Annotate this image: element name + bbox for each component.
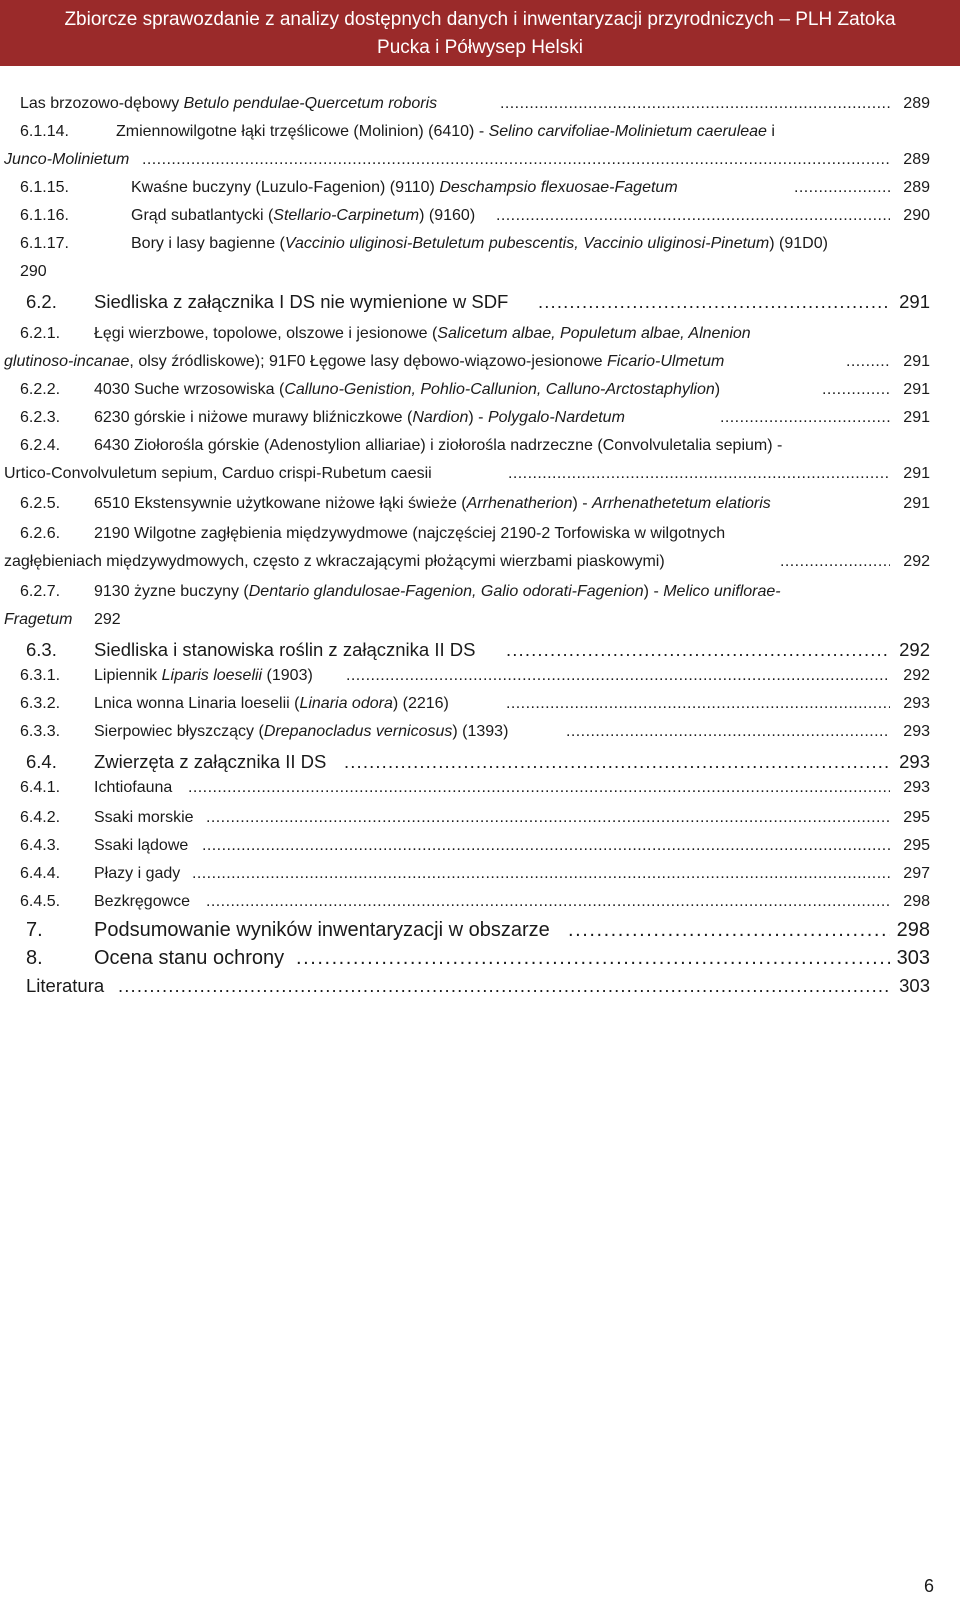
toc-entry-text: Las brzozowo-dębowy — [20, 95, 184, 112]
toc-page-number: 298 — [903, 893, 930, 910]
toc-page-number: 291 — [899, 291, 930, 312]
toc-entry-italic-text: Salicetum albae, Populetum albae, Alnenion — [437, 325, 751, 342]
dot-leader — [118, 974, 890, 998]
dot-leader — [500, 92, 890, 116]
document-header — [0, 0, 960, 66]
toc-page-number: 297 — [903, 865, 930, 882]
toc-entry-text: 6430 Ziołorośla górskie (Adenostylion alliariae) i ziołorośla nadrzeczne (Convolvuletalia sepium) - — [94, 437, 783, 454]
toc-entry-number: 6.4. — [26, 751, 57, 772]
dot-leader — [846, 350, 890, 374]
toc-entry-text: Płazy i gady — [94, 865, 181, 882]
toc-entry-italic-text: Junco-Molinietum — [4, 151, 130, 168]
dot-leader — [780, 550, 890, 574]
toc-entry-number: 6.4.4. — [20, 865, 61, 882]
toc-entry-text: Lnica wonna Linaria loeselii ( — [94, 695, 300, 712]
toc-entry-number: 6.2. — [26, 291, 57, 312]
toc-entry-number: 6.1.14. — [20, 123, 69, 140]
toc-entry-number: 6.4.2. — [20, 809, 61, 826]
toc-entry-text: Sierpowiec błyszczący ( — [94, 723, 264, 740]
toc-entry-number: 6.3. — [26, 639, 57, 660]
toc-page-number: 303 — [899, 975, 930, 996]
dot-leader — [344, 750, 890, 774]
toc-entry-italic-text: glutinoso-incanae — [4, 353, 130, 370]
toc-entry-number: 6.2.4. — [20, 437, 61, 454]
toc-entry-italic-text: Dentario glandulosae-Fagenion, Galio odorati-Fagenion — [248, 583, 644, 600]
dot-leader — [188, 776, 890, 800]
toc-page-number: 291 — [903, 465, 930, 482]
toc-entry-text: 6230 górskie i niżowe murawy bliźniczkowe ( — [94, 409, 413, 426]
toc-entry-text: zagłębieniach międzywydmowych, często z wkraczającymi płożącymi wierzbami piaskowymi) — [4, 553, 665, 570]
toc-page-number: 291 — [903, 495, 930, 512]
dot-leader — [142, 148, 890, 172]
dot-leader — [506, 638, 890, 662]
toc-entry-text: Łęgi wierzbowe, topolowe, olszowe i jesionowe ( — [94, 325, 438, 342]
toc-entry-number: 6.4.5. — [20, 893, 61, 910]
toc-page-number: 289 — [903, 151, 930, 168]
toc-entry-text: Lipiennik — [94, 667, 162, 684]
toc-entry-text: Siedliska i stanowiska roślin z załącznika II DS — [94, 639, 476, 660]
header-title-line1: Zbiorcze sprawozdanie z analizy dostępnych danych i inwentaryzacji przyrodniczych – PLH Zatoka — [64, 9, 896, 30]
toc-entry-italic-text: Selino carvifoliae-Molinietum caeruleae — [488, 123, 767, 140]
toc-page-number: 292 — [903, 667, 930, 684]
dot-leader — [566, 720, 890, 744]
toc-entry-text: Grąd subatlantycki ( — [131, 207, 274, 224]
toc-page-number: 290 — [903, 207, 930, 224]
toc-entry-number: 6.4.3. — [20, 837, 61, 854]
toc-entry-italic-text: Fragetum — [4, 611, 73, 628]
toc-entry-number: 6.2.6. — [20, 525, 61, 542]
toc-page-number: 291 — [903, 409, 930, 426]
toc-page-number: 292 — [903, 553, 930, 570]
dot-leader — [568, 918, 890, 942]
toc-entry-number: 8. — [26, 947, 43, 969]
dot-leader — [720, 406, 890, 430]
toc-entry-text: 9130 żyzne buczyny ( — [94, 583, 249, 600]
toc-entry-italic-text: Deschampsio flexuosae-Fagetum — [439, 179, 678, 196]
page-number: 6 — [923, 1576, 934, 1596]
dot-leader — [794, 176, 890, 200]
toc-entry-text: Zwierzęta z załącznika II DS — [94, 751, 327, 772]
toc-entry-number: 6.3.3. — [20, 723, 61, 740]
dot-leader — [538, 290, 890, 314]
toc-entry-text: 2190 Wilgotne zagłębienia międzywydmowe (najczęściej 2190-2 Torfowiska w wilgotnych — [94, 525, 726, 542]
toc-entry-text: Ssaki morskie — [94, 809, 194, 826]
toc-entry-italic-text: Betulo pendulae-Quercetum roboris — [183, 95, 438, 112]
dot-leader — [496, 204, 890, 228]
toc-entry-number: 6.2.2. — [20, 381, 61, 398]
toc-entry-text: Ocena stanu ochrony — [94, 947, 285, 969]
toc-entry-text: ) (91D0) — [769, 235, 828, 252]
dot-leader — [206, 890, 890, 914]
toc-page-number: 289 — [903, 179, 930, 196]
toc-entry-italic-text: Linaria odora — [299, 695, 393, 712]
toc-entry-number: 6.2.3. — [20, 409, 61, 426]
toc-entry-text: Ichtiofauna — [94, 779, 173, 796]
toc-entry-text: Ssaki lądowe — [94, 837, 189, 854]
toc-page-number: 293 — [903, 779, 930, 796]
toc-entry-number: 6.1.16. — [20, 207, 69, 224]
toc-entry-text: Bory i lasy bagienne ( — [131, 235, 285, 252]
toc-entry-italic-text: Arrhenathetetum elatioris — [592, 495, 771, 512]
dot-leader — [822, 378, 890, 402]
dot-leader — [202, 834, 890, 858]
toc-entry-text: Literatura — [26, 975, 105, 996]
toc-entry-text: Siedliska z załącznika I DS nie wymienione w SDF — [94, 291, 509, 312]
toc-entry-number: 6.2.1. — [20, 325, 61, 342]
toc-entry-text: Podsumowanie wyników inwentaryzacji w obszarze — [94, 919, 550, 941]
toc-entry-text: ) (1393) — [452, 723, 509, 740]
toc-entry-number: 6.4.1. — [20, 779, 61, 796]
toc-page-number: 292 — [899, 639, 930, 660]
toc-page-number: 293 — [899, 751, 930, 772]
toc-page-number: 290 — [20, 263, 47, 280]
toc-page-number: 292 — [94, 611, 121, 628]
toc-entry-text: i — [766, 123, 775, 140]
toc-page-number: 303 — [896, 947, 930, 969]
toc-page-number: 295 — [903, 837, 930, 854]
toc-entry-text: Bezkręgowce — [94, 893, 191, 910]
toc-entry-text: Zmiennowilgotne łąki trzęślicowe (Molinion) (6410) - — [116, 123, 489, 140]
header-title-line2: Pucka i Półwysep Helski — [377, 37, 583, 58]
toc-entry-text: ) - — [643, 583, 664, 600]
toc-entry-text: (1903) — [262, 667, 313, 684]
toc-entry-italic-text: Polygalo-Nardetum — [487, 409, 625, 426]
toc-entry-italic-text: Calluno-Genistion, Pohlio-Callunion, Calluno-Arctostaphylion — [284, 381, 715, 398]
toc-entry-number: 6.3.1. — [20, 667, 61, 684]
toc-entry-number: 7. — [26, 919, 43, 941]
toc-entry-text: ) - — [572, 495, 593, 512]
toc-entry-italic-text: Ficario-Ulmetum — [606, 353, 725, 370]
toc-entry-text: ) (9160) — [419, 207, 476, 224]
toc-page-number: 293 — [903, 723, 930, 740]
toc-entry-text: ) (2216) — [392, 695, 449, 712]
toc-page-number: 293 — [903, 695, 930, 712]
toc-entry-text: 6510 Ekstensywnie użytkowane niżowe łąki świeże ( — [94, 495, 467, 512]
toc-entry-text: 4030 Suche wrzosowiska ( — [94, 381, 285, 398]
toc-entry-number: 6.1.17. — [20, 235, 69, 252]
dot-leader — [506, 692, 890, 716]
toc-entry-text: ) — [714, 381, 721, 398]
toc-entry-italic-text: Vaccinio uliginosi-Betuletum pubescentis, Vaccinio uliginosi-Pinetum — [284, 235, 770, 252]
dot-leader — [296, 946, 890, 970]
toc-entry-italic-text: Arrhenatherion — [466, 495, 573, 512]
toc-entry-text: , olsy źródliskowe); 91F0 Łęgowe lasy dębowo-wiązowo-jesionowe — [129, 353, 607, 370]
toc-entry-text: Kwaśne buczyny (Luzulo-Fagenion) (9110) — [131, 179, 440, 196]
toc-entry-number: 6.3.2. — [20, 695, 61, 712]
toc-entry-italic-text: Nardion — [412, 409, 469, 426]
dot-leader — [192, 862, 890, 886]
dot-leader — [508, 462, 890, 486]
dot-leader — [346, 664, 890, 688]
toc-page-number: 291 — [903, 381, 930, 398]
toc-entry-number: 6.2.7. — [20, 583, 61, 600]
toc-entry-italic-text: Liparis loeselii — [161, 667, 263, 684]
dot-leader — [206, 806, 890, 830]
toc-entry-text: ) - — [468, 409, 488, 426]
toc-entry-italic-text: Melico uniflorae- — [663, 583, 781, 600]
toc-page-number: 295 — [903, 809, 930, 826]
toc-entry-number: 6.2.5. — [20, 495, 61, 512]
toc-entry-italic-text: Stellario-Carpinetum — [273, 207, 420, 224]
toc-page-number: 298 — [896, 919, 930, 941]
toc-entry-text: Urtico-Convolvuletum sepium, Carduo crispi-Rubetum caesii — [4, 465, 432, 482]
toc-entry-number: 6.1.15. — [20, 179, 69, 196]
toc-page-number: 291 — [903, 353, 930, 370]
toc-page-number: 289 — [903, 95, 930, 112]
toc-entry-italic-text: Drepanocladus vernicosus — [263, 723, 453, 740]
